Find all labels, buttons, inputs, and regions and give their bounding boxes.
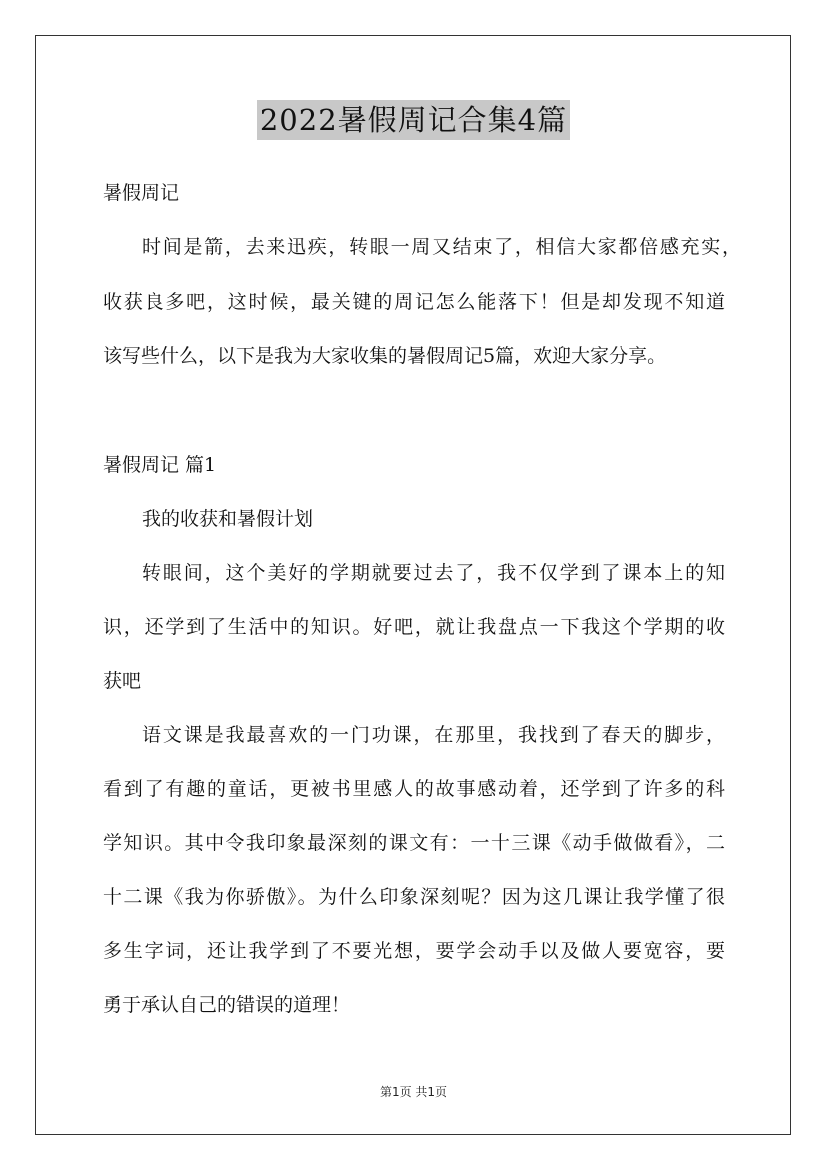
para1-line-2: 识，还学到了生活中的知识。好吧，就让我盘点一下我这个学期的收 (103, 616, 725, 638)
para2-line-4: 十二课《我为你骄傲》。为什么印象深刻呢？因为这几课让我学懂了很 (103, 886, 725, 908)
para1-line-3: 获吧 (103, 670, 142, 692)
para1-line-1: 转眼间，这个美好的学期就要过去了，我不仅学到了课本上的知 (142, 562, 725, 584)
title-wrap (0, 100, 827, 140)
section-heading-intro: 暑假周记 (103, 182, 180, 204)
intro-line-3: 该写些什么，以下是我为大家收集的暑假周记5篇，欢迎大家分享。 (103, 345, 667, 367)
para2-line-3: 学知识。其中令我印象最深刻的课文有：一十三课《动手做做看》，二 (103, 832, 725, 854)
page-footer: 第1页 共1页 (379, 1085, 448, 1099)
intro-line-2: 收获良多吧，这时候，最关键的周记怎么能落下！但是却发现不知道 (103, 291, 725, 313)
document-title: 2022暑假周记合集4篇 (257, 100, 570, 140)
part1-subtitle: 我的收获和暑假计划 (142, 508, 314, 530)
para2-line-2: 看到了有趣的童话，更被书里感人的故事感动着，还学到了许多的科 (103, 778, 725, 800)
para2-line-6: 勇于承认自己的错误的道理！ (103, 994, 351, 1016)
section-heading-part1: 暑假周记 篇1 (103, 454, 217, 476)
para2-line-5: 多生字词，还让我学到了不要光想，要学会动手以及做人要宽容，要 (103, 940, 725, 962)
para2-line-1: 语文课是我最喜欢的一门功课，在那里，我找到了春天的脚步， (142, 724, 725, 746)
intro-line-1: 时间是箭，去来迅疾，转眼一周又结束了，相信大家都倍感充实， (142, 236, 741, 258)
